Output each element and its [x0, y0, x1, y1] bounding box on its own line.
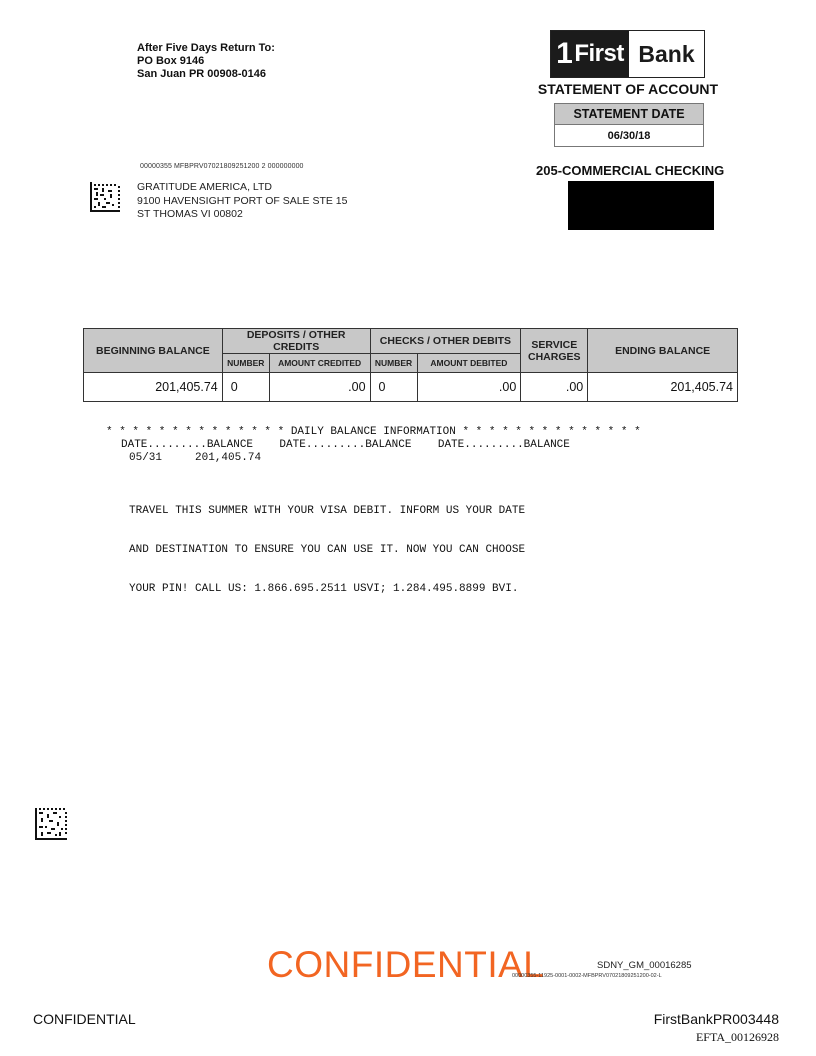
- table-row: [84, 373, 738, 402]
- promo-message-line-1: TRAVEL THIS SUMMER WITH YOUR VISA DEBIT. INFORM US YOUR DATE: [129, 505, 526, 517]
- header-beginning-balance: BEGINNING BALANCE: [84, 329, 223, 373]
- header-checks: CHECKS / OTHER DEBITS: [370, 329, 521, 354]
- promo-message-line-3: YOUR PIN! CALL US: 1.866.695.2511 USVI; 1.284.495.8899 BVI.: [129, 583, 519, 595]
- firstbank-logo: [550, 30, 705, 78]
- service-charges-value: .00: [521, 373, 588, 402]
- datamatrix-code-icon: [35, 808, 67, 840]
- header-amount-credited: AMOUNT CREDITED: [269, 354, 370, 373]
- return-address-line-1: After Five Days Return To:: [137, 42, 275, 54]
- account-summary-table: [83, 328, 738, 402]
- bates-number: SDNY_GM_00016285: [597, 960, 692, 971]
- header-service-charges: SERVICE CHARGES: [521, 329, 588, 373]
- statement-date-label: STATEMENT DATE: [555, 104, 703, 125]
- bates-small-code: 00000355-11925-0001-0002-MFBPRV07021809251200-02-L: [512, 973, 662, 979]
- return-address-line-3: San Juan PR 00908-0146: [137, 68, 267, 80]
- header-deposits: DEPOSITS / OTHER CREDITS: [222, 329, 370, 354]
- deposits-number-value: 0: [222, 373, 269, 402]
- statement-title: STATEMENT OF ACCOUNT: [537, 81, 719, 97]
- mailing-code: 00000355 MFBPRV07021809251200 2 000000000: [140, 163, 304, 170]
- daily-balance-amount: 201,405.74: [195, 452, 262, 464]
- header-amount-debited: AMOUNT DEBITED: [417, 354, 521, 373]
- datamatrix-code-icon: [90, 182, 120, 212]
- daily-balance-date: 05/31: [129, 452, 163, 464]
- redaction-box: [568, 181, 714, 230]
- recipient-city: ST THOMAS VI 00802: [137, 208, 243, 220]
- return-address: [137, 42, 275, 81]
- amount-credited-value: .00: [269, 373, 370, 402]
- statement-date-value: 06/30/18: [607, 130, 651, 142]
- promo-message-line-2: AND DESTINATION TO ENSURE YOU CAN USE IT. NOW YOU CAN CHOOSE: [129, 544, 526, 556]
- account-type: 205-COMMERCIAL CHECKING: [536, 163, 725, 178]
- logo-first-text: First: [574, 40, 624, 67]
- header-checks-number: NUMBER: [370, 354, 417, 373]
- checks-number-value: 0: [370, 373, 417, 402]
- amount-debited-value: .00: [417, 373, 521, 402]
- logo-numeral: 1: [556, 37, 573, 70]
- beginning-balance-value: 201,405.74: [84, 373, 223, 402]
- header-deposits-number: NUMBER: [222, 354, 269, 373]
- header-ending-balance: ENDING BALANCE: [588, 329, 738, 373]
- daily-balance-row: [129, 452, 261, 465]
- recipient-name: GRATITUDE AMERICA, LTD: [137, 181, 272, 193]
- firstbank-document-id: FirstBankPR003448: [653, 1011, 779, 1027]
- logo-bank-text: Bank: [638, 40, 695, 67]
- confidential-footer: CONFIDENTIAL: [33, 1011, 136, 1027]
- return-address-line-2: PO Box 9146: [137, 55, 205, 67]
- mailing-address: [137, 181, 347, 222]
- ending-balance-value: 201,405.74: [588, 373, 738, 402]
- recipient-street: 9100 HAVENSIGHT PORT OF SALE STE 15: [137, 194, 348, 207]
- daily-balance-heading: * * * * * * * * * * * * * * DAILY BALANCE INFORMATION * * * * * * * * * * * * * *: [106, 426, 641, 438]
- daily-balance-columns: DATE.........BALANCE DATE.........BALANCE DATE.........BALANCE: [121, 439, 570, 451]
- confidential-stamp: CONFIDENTIAL: [267, 944, 545, 985]
- efta-document-id: EFTA_00126928: [695, 1030, 779, 1044]
- promo-message: [129, 479, 525, 609]
- statement-date-box: [554, 103, 704, 147]
